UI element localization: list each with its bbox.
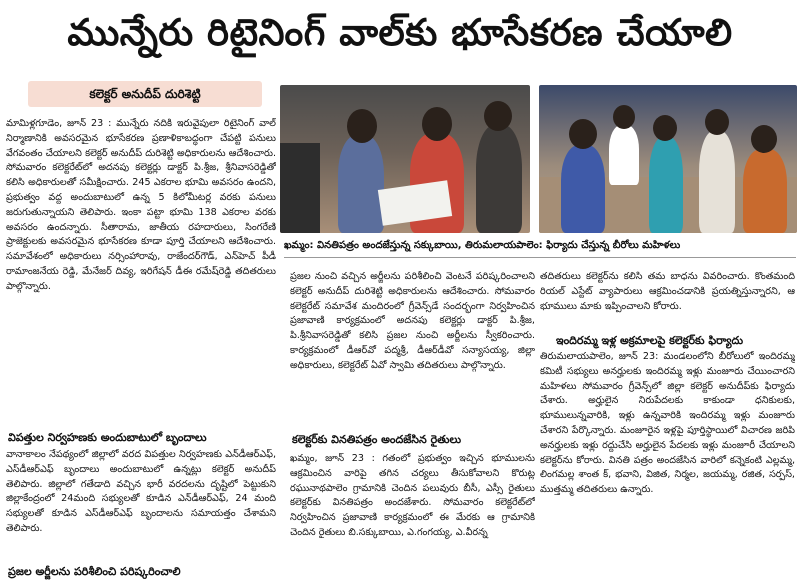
headline: మున్నేరు రిటైనింగ్ వాల్‌కు భూసేకరణ చేయాలి	[67, 11, 733, 54]
article-column-2b	[290, 452, 535, 586]
article-paragraph: ప్రజల నుంచి వచ్చిన అర్జీలను పరిశీలించి వెంటనే పరిష్కరించాలని కలెక్టర్ అనుదీప్ దురిశెట్టి అధికారులను ఆదేశించారు. సోమవారం కలెక్టరేట్ సమావేశ మందిరంలో గ్రీవెన్స్‌డే సందర్భంగా నిర్వహించిన ప్రజావాణి కార్యక్రమంలో అదనపు కలెక్టర్లు డాక్టర్ పి.శ్రీజ, పి.శ్రీనివాసరెడ్డితో కలిసి ప్రజల నుంచి అర్జీలను స్వీకరించారు. కార్యక్రమంలో డీఆర్‌వో పద్మశ్రీ, డీఆర్‌డీవో సన్యాసయ్య, జిల్లా అధికారులు, కలెక్టరేట్ ఏవో స్వామి తదితరులు పాల్గొన్నారు.	[290, 271, 535, 371]
article-column-1	[6, 117, 276, 427]
article-column-1b	[6, 448, 276, 556]
subheading-housing-complaint: ఇందిరమ్మ ఇళ్ల అక్రమాలపై కలెక్టర్‌కు ఫిర్యాదు	[556, 334, 744, 347]
subheading-farmers-petition: కలెక్టర్‌కు వినతిపత్రం అందజేసిన రైతులు	[292, 433, 462, 446]
photo-women-complaint	[539, 85, 797, 233]
article-column-3b	[540, 350, 795, 586]
subheading-grievances: ప్రజల అర్జీలను పరిశీలించి పరిష్కరించాలి	[8, 565, 181, 578]
article-paragraph: తదితరులు కలెక్టర్‌ను కలిసి తమ బాధను వివరించారు. కొంతమంది రియల్ ఎస్టేట్ వ్యాపారులు ఆక్రమించడానికి ప్రయత్నిస్తున్నారని, ఆ భూములు మాకు ఇప్పించాలని కోరారు.	[540, 271, 795, 312]
article-paragraph: వానాకాలం నేపథ్యంలో జిల్లాలో వరద విపత్తుల నిర్వహణకు ఎన్‌డీఆర్ఎఫ్, ఎస్‌డీఆర్ఎఫ్ బృందాలు అందుబాటులో ఉన్నట్లు కలెక్టర్ అనుదీప్ తెలిపారు. జిల్లాలో గతేడాది వచ్చిన భారీ వరదలను దృష్టిలో పెట్టుకుని జిల్లాకేంద్రంలో 24మంది సభ్యులతో కూడిన ఎన్‌డీఆర్ఎఫ్, 24 మంది సభ్యులతో కూడిన ఎస్‌డీఆర్ఎఫ్ బృందాలను సమాయత్తం చేశామని తెలిపారు.	[6, 449, 276, 534]
photo-grievance-submission	[280, 85, 530, 233]
article-paragraph: ఖమ్మం, జూన్ 23 : గతంలో ప్రభుత్వం ఇచ్చిన భూములను ఆక్రమించిన వారిపై తగిన చర్యలు తీసుకోవాలని కొరుట్ల రఘునాథపాలెం గ్రామానికి చెందిన పలువురు బీసీ, ఎస్సీ రైతులు కలెక్టర్‌కు వినతిపత్రం అందజేశారు. సోమవారం కలెక్టరేట్‌లో నిర్వహించిన ప్రజావాణి కార్యక్రమంలో ఈ మేరకు ఆ గ్రామానికి చెందిన రైతులు బి.సక్కుబాయి, ఎ.గంగయ్య, ఎ.వీరన్న	[290, 453, 535, 538]
article-column-2	[290, 270, 535, 415]
subheading-disaster-teams: విపత్తుల నిర్వహణకు అందుబాటులో బృందాలు	[8, 431, 207, 444]
photo-caption: ఖమ్మం: వినతిపత్రం అందజేస్తున్న సక్కుబాయి, తిరుమలాయపాలెం: ఫిర్యాదు చేస్తున్న బీరోలు మహిళలు	[284, 240, 681, 251]
article-column-3	[540, 270, 795, 330]
divider	[284, 257, 796, 258]
article-paragraph: మామిళ్లగూడెం, జూన్ 23 : మున్నేరు నదికి ఇరువైపులా రిటైనింగ్ వాల్ నిర్మాణానికి అవసరమైన భూసేకరణ ప్రణాళికాబద్ధంగా చేపట్టి పనులు వేగవంతం చేయాలని కలెక్టర్ అనుదీప్ దురిశెట్టి అధికారులను ఆదేశించారు. సోమవారం కలెక్టరేట్‌లో అదనపు కలెక్టర్లు డాక్టర్ పి.శ్రీజ, శ్రీనివాసరెడ్డితో కలిసి అధికారులతో సమీక్షించారు. 245 ఎకరాల భూమి అవసరం ఉందని, ప్రభుత్వం వద్ద అందుబాటులో ఉన్న 5 కిలోమీటర్ల వరకు పనులు జరుగుతున్నాయని తెలిపారు. ఇంకా పట్టా భూమి 138 ఎకరాల వరకు అవసరం ఉందన్నారు. సీతారామ, జాతీయ రహదారులు, సింగరేణి ప్రాజెక్టులకు అవసరమైన భూసేకరణ కూడా పూర్తి చేయాలని ఆదేశించారు. సమావేశంలో అధికారులు నర్సింహారావు, రాజేందర్‌గౌడ్, ఎన్‌హెచ్ పీడీ రామాంజనేయ రెడ్డి, మేనేజర్ దివ్య, ఇరిగేషన్ డీఈ రమేష్‌రెడ్డి తదితరులు పాల్గొన్నారు.	[6, 118, 276, 292]
byline: కలెక్టర్ అనుదీప్ దురిశెట్టి	[28, 81, 262, 107]
article-paragraph: తిరుమలాయపాలెం, జూన్ 23: మండలంలోని బీరోలులో ఇందిరమ్మ కమిటీ సభ్యులు అనర్హులకు ఇందిరమ్మ ఇళ్లు మంజూరు చేయించారని మహిళలు సోమవారం గ్రీవెన్స్‌లో జిల్లా కలెక్టర్ అనుదీప్‌కు ఫిర్యాదు చేశారు. అర్హులైన నిరుపేదలకు కాకుండా ధనికులకు, భూములున్నవారికి, ఇళ్లు ఉన్నవారికి ఇందిరమ్మ ఇళ్లు మంజూరు చేశారని పేర్కొన్నారు. మంజూరైన ఇళ్లపై పూర్తిస్థాయిలో విచారణ జరిపి అనర్హులకు ఇళ్లు రద్దుచేసి అర్హులైన పేదలకు ఇళ్లు మంజూరీ చేయాలని కలెక్టర్‌ను కోరారు. వినతి పత్రం అందజేసిన వారిలో కన్నెకంటి ఎల్లమ్మ, లింగమల్ల శాంత క్, భవాని, విజిత, నిర్మల, జయమ్మ, రజిత, సర్పస్, ముత్తమ్మ తదితరులు ఉన్నారు.	[540, 351, 795, 496]
